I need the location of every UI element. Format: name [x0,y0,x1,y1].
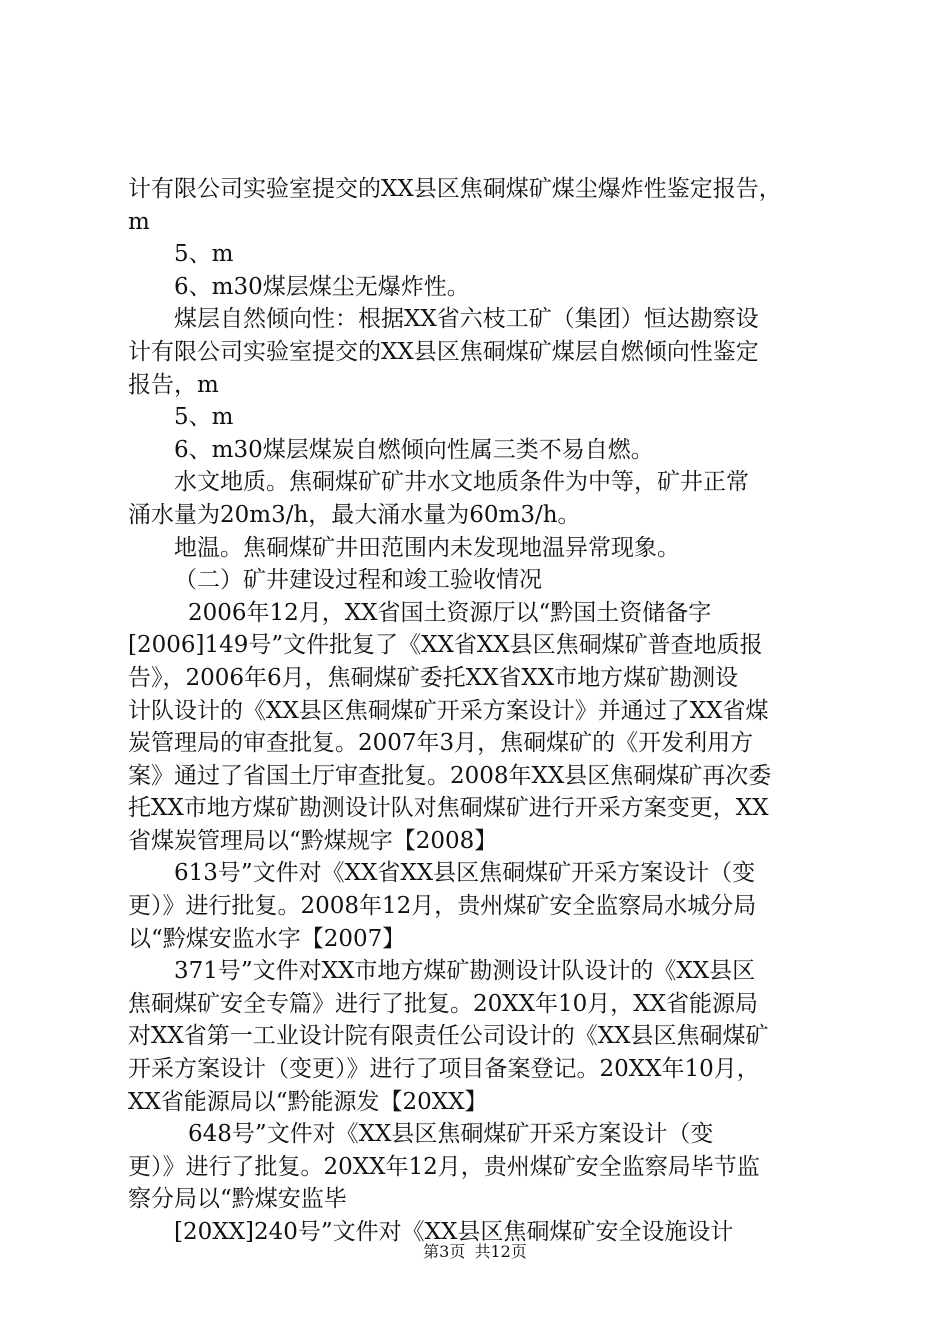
text-line: 省煤炭管理局以“黔煤规字【2008】 [128,827,498,854]
text-line: m [128,208,150,235]
text-line: 计有限公司实验室提交的XX县区焦硐煤矿煤层自燃倾向性鉴定 [128,338,759,365]
text-line: 648号”文件对《XX县区焦硐煤矿开采方案设计（变 [188,1121,714,1148]
page-total: 共12页 [474,1242,527,1261]
text-line: 5、m [174,404,234,431]
text-line: 焦硐煤矿安全专篇》进行了批复。20XX年10月，XX省能源局 [128,990,759,1017]
text-line: 更）》进行了批复。20XX年12月，贵州煤矿安全监察局毕节监 [128,1153,760,1180]
text-line: 托XX市地方煤矿勘测设计队对焦硐煤矿进行开采方案变更，XX [128,795,769,822]
text-line: 5、m [174,241,234,268]
text-line: [20XX]240号”文件对《XX县区焦硐煤矿安全设施设计 [174,1219,734,1245]
text-line: XX省能源局以“黔能源发【20XX】 [128,1088,488,1115]
text-line: 案》通过了省国土厅审查批复。2008年XX县区焦硐煤矿再次委 [128,762,772,789]
text-line: 涌水量为20m3/h，最大涌水量为60m3/h。 [128,501,581,528]
text-line: 告》，2006年6月，焦硐煤矿委托XX省XX市地方煤矿勘测设 [128,664,739,691]
text-line: 371号”文件对XX市地方煤矿勘测设计队设计的《XX县区 [174,958,756,985]
text-line: 613号”文件对《XX省XX县区焦硐煤矿开采方案设计（变 [174,860,756,887]
text-line: 对XX省第一工业设计院有限责任公司设计的《XX县区焦硐煤矿 [128,1023,769,1050]
text-line: （二）矿井建设过程和竣工验收情况 [174,567,542,594]
text-line: 报告，m [128,371,219,398]
text-line: 炭管理局的审查批复。2007年3月，焦硐煤矿的《开发利用方 [128,730,754,757]
text-line: 察分局以“黔煤安监毕 [128,1186,347,1213]
document-body [128,173,848,1249]
page-number: 第3页 [423,1242,466,1261]
text-line: 6、m30煤层煤炭自燃倾向性属三类不易自燃。 [174,436,654,463]
text-line: 开采方案设计（变更）》进行了项目备案登记。20XX年10月， [128,1056,760,1083]
text-line: 煤层自然倾向性：根据XX省六枝工矿（集团）恒达勘察设 [174,306,759,333]
page-footer [0,1242,950,1262]
text-line: 地温。焦硐煤矿井田范围内未发现地温异常现象。 [174,534,680,561]
text-line: 水文地质。焦硐煤矿矿井水文地质条件为中等，矿井正常 [174,469,749,496]
text-line: 计有限公司实验室提交的XX县区焦硐煤矿煤尘爆炸性鉴定报告， [128,176,782,202]
text-line: 2006年12月，XX省国土资源厅以“黔国土资储备字 [188,599,712,626]
text-line: 更）》进行批复。2008年12月，贵州煤矿安全监察局水城分局 [128,893,757,920]
text-line: 以“黔煤安监水字【2007】 [128,925,406,952]
text-line: [2006]149号”文件批复了《XX省XX县区焦硐煤矿普查地质报 [128,632,763,659]
text-line: 计队设计的《XX县区焦硐煤矿开采方案设计》并通过了XX省煤 [128,697,769,724]
text-line: 6、m30煤层煤尘无爆炸性。 [174,273,470,300]
